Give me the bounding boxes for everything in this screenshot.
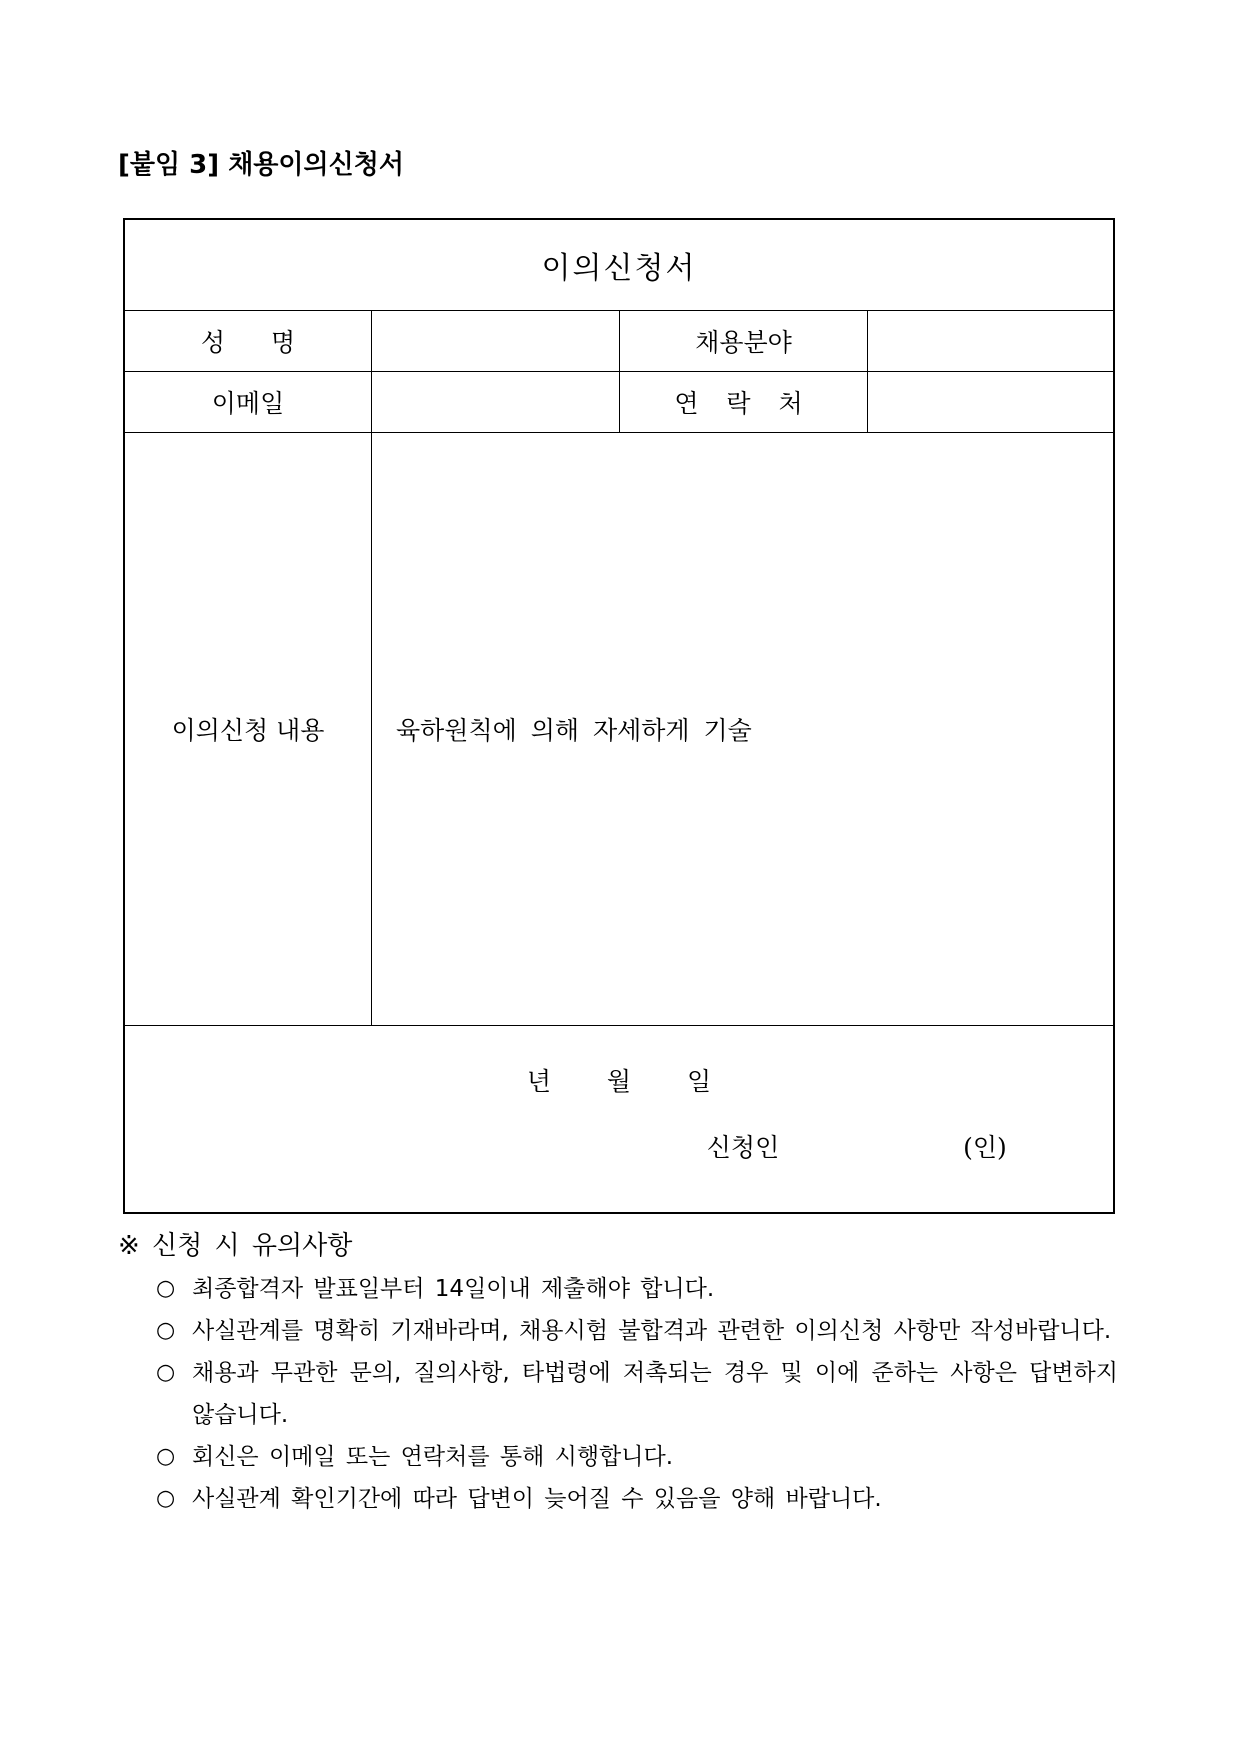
content-label: 이의신청 내용 — [171, 716, 325, 745]
note-text: 채용과 무관한 문의, 질의사항, 타법령에 저촉되는 경우 및 이에 준하는 사항은 답변하지 않습니다. — [192, 1360, 1118, 1428]
note-item — [118, 1352, 1118, 1436]
circle-bullet-icon: ○ — [156, 1444, 176, 1469]
name-input[interactable] — [372, 311, 619, 371]
seal-mark: (인) — [963, 1133, 1007, 1162]
circle-bullet-icon: ○ — [156, 1360, 176, 1385]
circle-bullet-icon: ○ — [156, 1486, 176, 1511]
note-item — [118, 1268, 1118, 1310]
content-input[interactable]: 육하원칙에 의해 자세하게 기술 — [396, 716, 752, 745]
note-item — [118, 1310, 1118, 1352]
circle-bullet-icon: ○ — [156, 1318, 176, 1343]
contact-label: 연 락 처 — [674, 389, 813, 418]
recruitment-field-label: 채용분야 — [695, 328, 792, 357]
date-line: 년 월 일 — [526, 1067, 712, 1096]
note-item — [118, 1436, 1118, 1478]
note-text: 사실관계 확인기간에 따라 답변이 늦어질 수 있음을 양해 바랍니다. — [192, 1486, 882, 1512]
row-divider — [125, 1025, 1113, 1026]
form-heading: 이의신청서 — [541, 251, 697, 286]
attachment-title: [붙임 3] 채용이의신청서 — [118, 150, 405, 180]
recruitment-field-input[interactable] — [868, 311, 1113, 371]
note-item — [118, 1478, 1118, 1520]
email-label: 이메일 — [211, 389, 285, 418]
notes-title: ※ 신청 시 유의사항 — [118, 1231, 353, 1261]
applicant-label: 신청인 — [706, 1133, 780, 1162]
objection-form — [123, 218, 1115, 1214]
email-input[interactable] — [372, 372, 619, 432]
name-label: 성 명 — [200, 328, 296, 357]
contact-input[interactable] — [868, 372, 1113, 432]
circle-bullet-icon: ○ — [156, 1276, 176, 1301]
note-text: 사실관계를 명확히 기재바라며, 채용시험 불합격과 관련한 이의신청 사항만 작성바랍니다. — [192, 1318, 1112, 1344]
note-text: 회신은 이메일 또는 연락처를 통해 시행합니다. — [192, 1444, 674, 1470]
notes-section — [118, 1224, 1118, 1520]
note-text: 최종합격자 발표일부터 14일이내 제출해야 합니다. — [192, 1276, 715, 1302]
